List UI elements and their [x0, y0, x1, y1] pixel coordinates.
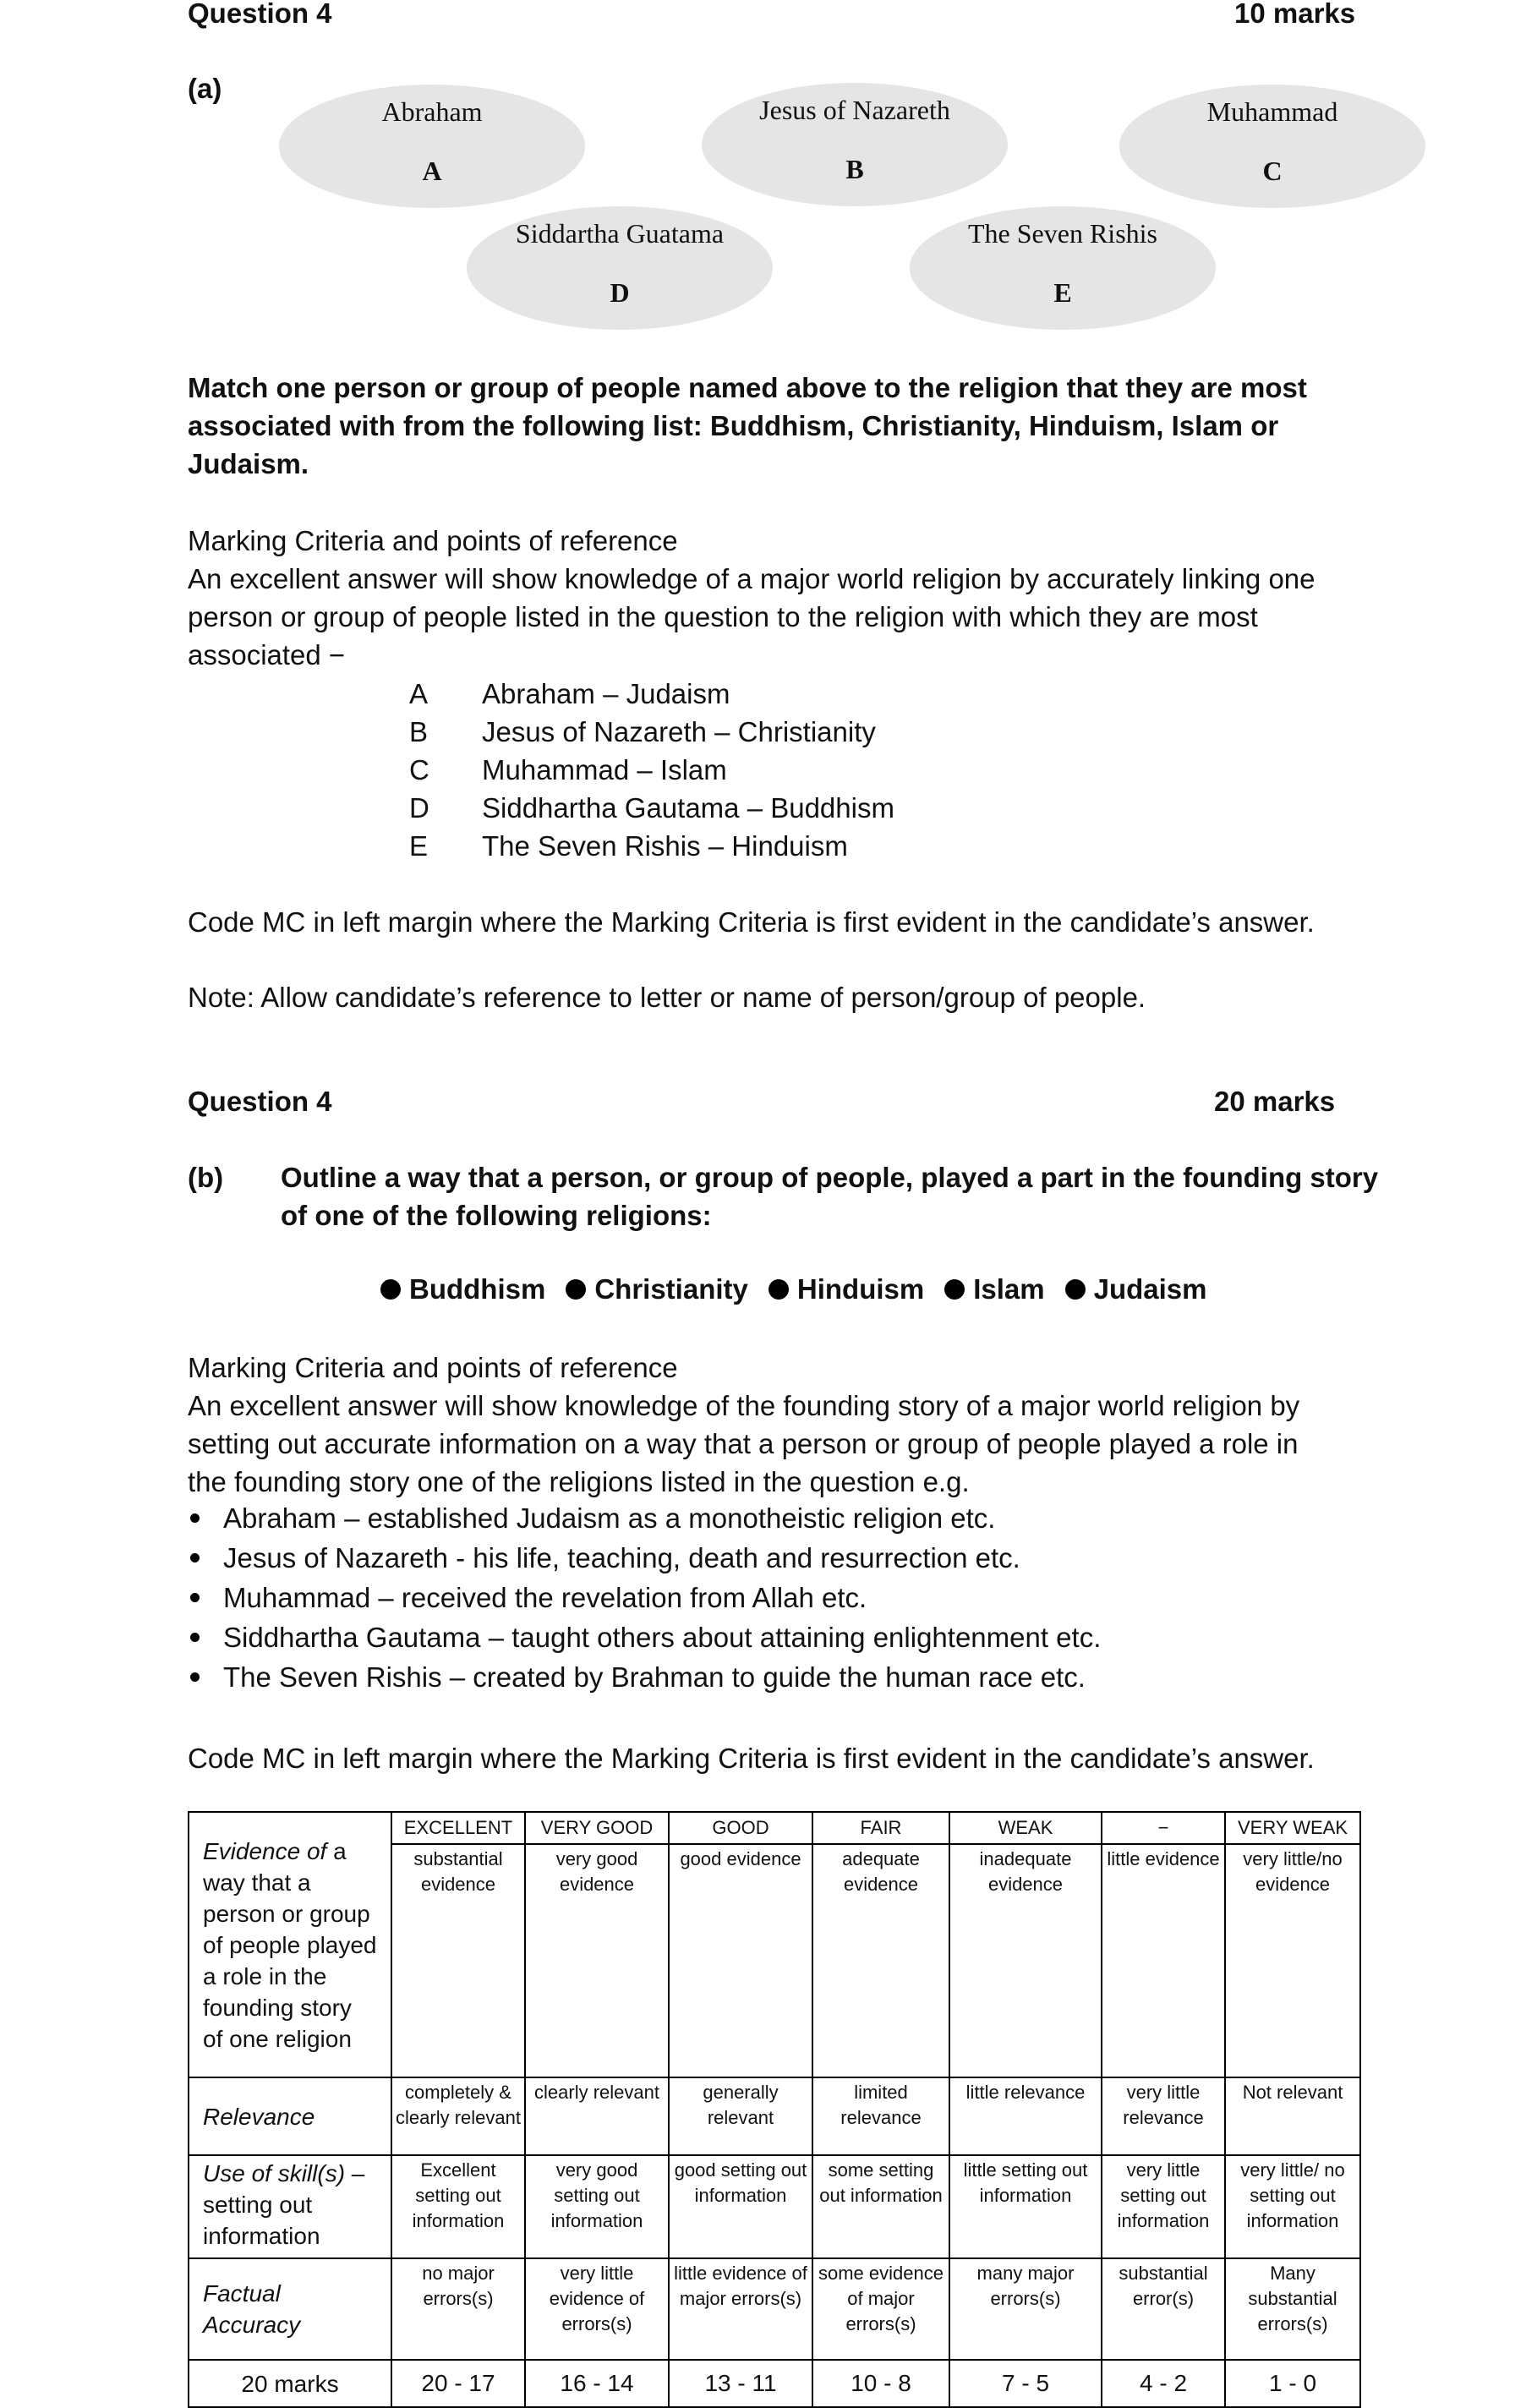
prompt-line: Outline a way that a person, or group of people, played a part in the founding story	[281, 1162, 1379, 1193]
answer-text: Jesus of Nazareth – Christianity	[482, 716, 876, 747]
answer-row	[409, 789, 894, 827]
table-cell: little evidence of major errors(s)	[669, 2258, 812, 2360]
table-cell: many major errors(s)	[949, 2258, 1102, 2360]
table-cell: some setting out information	[812, 2155, 949, 2258]
accuracy-row	[189, 2258, 1360, 2360]
part-a-prompt	[188, 369, 1307, 483]
bullet-dot-icon	[944, 1279, 965, 1300]
answer-letter: E	[409, 830, 429, 862]
table-cell: no major errors(s)	[391, 2258, 525, 2360]
answer-row	[409, 713, 894, 751]
criteria-line: An excellent answer will show knowledge of a major world religion by accurately linking one	[188, 563, 1315, 594]
table-cell: clearly relevant	[525, 2077, 669, 2155]
table-cell: substantial error(s)	[1102, 2258, 1225, 2360]
marks-label: 20 marks	[189, 2360, 391, 2407]
criterion-prefix: Evidence of	[203, 1837, 327, 1864]
table-cell: 7 - 5	[949, 2360, 1102, 2407]
table-cell: very little relevance	[1102, 2077, 1225, 2155]
bullet-dot-icon	[1065, 1279, 1086, 1300]
criteria-heading: Marking Criteria and points of reference	[188, 525, 678, 556]
oval-letter: A	[422, 156, 442, 186]
part-b-code-note: Code MC in left margin where the Marking Criteria is first evident in the candidate’s answer.	[188, 1743, 1315, 1774]
table-cell: little setting out information	[949, 2155, 1102, 2258]
marks-row	[189, 2360, 1360, 2407]
answer-row	[409, 675, 894, 713]
religion-label: Buddhism	[409, 1273, 546, 1305]
grade-label: VERY GOOD	[525, 1812, 669, 1844]
table-cell: good evidence	[669, 1844, 812, 2077]
grade-label: EXCELLENT	[391, 1812, 525, 1844]
table-cell: little evidence	[1102, 1844, 1225, 2077]
criterion-accuracy	[189, 2258, 391, 2360]
answer-text: The Seven Rishis – Hinduism	[482, 830, 848, 862]
criterion-skills	[189, 2155, 391, 2258]
table-cell: very good setting out information	[525, 2155, 669, 2258]
part-a-code-note: Code MC in left margin where the Marking Criteria is first evident in the candidate’s answer.	[188, 906, 1315, 938]
religion-label: Hinduism	[796, 1273, 925, 1305]
answer-row	[409, 827, 894, 865]
table-cell: Not relevant	[1225, 2077, 1360, 2155]
table-cell: very little/no evidence	[1225, 1844, 1360, 2077]
table-cell: good setting out information	[669, 2155, 812, 2258]
oval-jesus	[702, 83, 1008, 206]
table-cell: limited relevance	[812, 2077, 949, 2155]
grade-label: FAIR	[812, 1812, 949, 1844]
oval-letter: E	[1053, 277, 1072, 308]
table-cell: very little evidence of errors(s)	[525, 2258, 669, 2360]
table-cell: adequate evidence	[812, 1844, 949, 2077]
skills-row	[189, 2155, 1360, 2258]
prompt-line: of one of the following religions:	[281, 1200, 712, 1231]
oval-letter: D	[610, 277, 630, 308]
part-b-prompt	[281, 1158, 1378, 1234]
criterion-relevance	[189, 2077, 391, 2155]
table-cell: substantial evidence	[391, 1844, 525, 2077]
grade-header-row	[189, 1812, 1360, 1844]
table-cell: very little/ no setting out information	[1225, 2155, 1360, 2258]
answer-text: Siddhartha Gautama – Buddhism	[482, 792, 894, 824]
part-b-label: (b)	[188, 1162, 224, 1193]
prompt-line: Judaism.	[188, 448, 309, 479]
criterion-label: Relevance	[203, 2103, 315, 2130]
list-item: Jesus of Nazareth - his life, teaching, death and resurrection etc.	[188, 1538, 1101, 1578]
oval-name: Siddartha Guatama	[515, 218, 725, 249]
answer-text: Abraham – Judaism	[482, 678, 730, 709]
answer-row	[409, 751, 894, 789]
religion-label: Judaism	[1093, 1273, 1207, 1305]
part-a-allow-note: Note: Allow candidate’s reference to letter or name of person/group of people.	[188, 982, 1146, 1013]
rubric-table	[188, 1811, 1361, 2408]
table-cell: very little setting out information	[1102, 2155, 1225, 2258]
criterion-rest: a way that a person or group of people played a role in the founding story of one religion	[203, 1837, 377, 2052]
oval-name: Muhammad	[1206, 96, 1338, 127]
table-cell: little relevance	[949, 2077, 1102, 2155]
oval-letter: C	[1262, 156, 1283, 186]
question-4a-marks: 10 marks	[1234, 0, 1356, 29]
table-cell: Many substantial errors(s)	[1225, 2258, 1360, 2360]
prompt-line: Match one person or group of people named above to the religion that they are most	[188, 372, 1307, 403]
table-cell: completely & clearly relevant	[391, 2077, 525, 2155]
answer-text: Muhammad – Islam	[482, 754, 727, 785]
religion-options	[380, 1273, 1228, 1305]
oval-abraham	[279, 85, 585, 208]
oval-name: Abraham	[381, 96, 483, 127]
grade-label: GOOD	[669, 1812, 812, 1844]
oval-seven-rishis	[910, 206, 1216, 330]
part-a-label: (a)	[188, 73, 222, 104]
religion-option	[380, 1273, 545, 1305]
part-b-criteria	[188, 1349, 1299, 1501]
criteria-line: An excellent answer will show knowledge of the founding story of a major world religion by	[188, 1390, 1300, 1421]
relevance-row	[189, 2077, 1360, 2155]
bullet-dot-icon	[566, 1279, 586, 1300]
religion-option	[768, 1273, 924, 1305]
table-cell: 13 - 11	[669, 2360, 812, 2407]
religion-option	[1065, 1273, 1207, 1305]
table-cell: 4 - 2	[1102, 2360, 1225, 2407]
criteria-line: person or group of people listed in the question to the religion with which they are most	[188, 601, 1258, 632]
question-4a-title: Question 4	[188, 0, 332, 29]
oval-siddartha	[467, 206, 773, 330]
list-item: Muhammad – received the revelation from Allah etc.	[188, 1578, 1101, 1617]
prompt-line: associated with from the following list: Buddhism, Christianity, Hinduism, Islam or	[188, 410, 1279, 441]
religion-option	[566, 1273, 748, 1305]
grade-label: −	[1102, 1812, 1225, 1844]
criterion-prefix: Use of skill(s) –	[203, 2160, 365, 2186]
oval-letter: B	[845, 154, 864, 184]
oval-name: The Seven Rishis	[968, 218, 1157, 249]
criteria-line: setting out accurate information on a way that a person or group of people played a role in	[188, 1428, 1299, 1459]
religion-option	[944, 1273, 1044, 1305]
bullet-dot-icon	[768, 1279, 789, 1300]
list-item: The Seven Rishis – created by Brahman to guide the human race etc.	[188, 1657, 1101, 1697]
table-cell: 20 - 17	[391, 2360, 525, 2407]
criterion-evidence	[189, 1812, 391, 2077]
answer-letter: C	[409, 754, 429, 785]
answer-letter: D	[409, 792, 429, 824]
bullet-dot-icon	[380, 1279, 401, 1300]
table-cell: 10 - 8	[812, 2360, 949, 2407]
question-4b-marks: 20 marks	[1214, 1086, 1336, 1117]
criteria-heading: Marking Criteria and points of reference	[188, 1352, 678, 1383]
table-cell: inadequate evidence	[949, 1844, 1102, 2077]
grade-label: WEAK	[949, 1812, 1102, 1844]
list-item: Abraham – established Judaism as a monotheistic religion etc.	[188, 1498, 1101, 1538]
oval-name: Jesus of Nazareth	[759, 95, 950, 125]
criteria-line: the founding story one of the religions listed in the question e.g.	[188, 1466, 970, 1497]
table-cell: generally relevant	[669, 2077, 812, 2155]
criterion-rest: setting out information	[203, 2192, 320, 2249]
example-bullets	[188, 1498, 1101, 1697]
answer-letter: A	[409, 678, 429, 709]
list-item: Siddhartha Gautama – taught others about attaining enlightenment etc.	[188, 1617, 1101, 1657]
grade-label: VERY WEAK	[1225, 1812, 1360, 1844]
question-4b-title: Question 4	[188, 1086, 332, 1117]
criteria-line: associated −	[188, 639, 346, 670]
table-cell: 1 - 0	[1225, 2360, 1360, 2407]
table-cell: some evidence of major errors(s)	[812, 2258, 949, 2360]
table-cell: 16 - 14	[525, 2360, 669, 2407]
religion-label: Islam	[973, 1273, 1045, 1305]
table-cell: Excellent setting out information	[391, 2155, 525, 2258]
answer-letter: B	[409, 716, 429, 747]
religion-label: Christianity	[594, 1273, 748, 1305]
table-cell: very good evidence	[525, 1844, 669, 2077]
criterion-label: Factual Accuracy	[203, 2280, 301, 2338]
answer-list	[409, 675, 894, 865]
part-a-criteria	[188, 522, 1315, 674]
oval-muhammad	[1119, 85, 1425, 208]
